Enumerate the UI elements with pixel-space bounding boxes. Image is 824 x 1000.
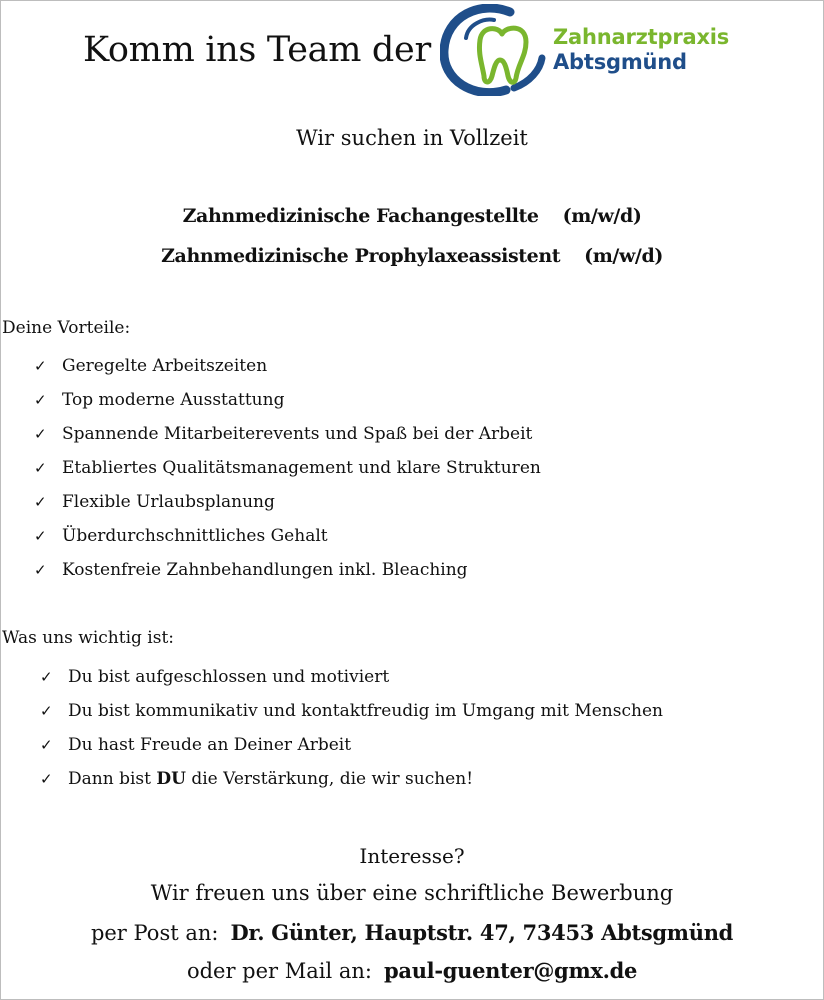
logo-line-practice: Zahnarztpraxis: [553, 25, 730, 49]
benefit-item: [34, 420, 541, 454]
benefit-item: [34, 488, 541, 522]
benefits-heading: Deine Vorteile:: [2, 318, 131, 338]
benefit-item: [34, 352, 541, 386]
position-gender-suffix: (m/w/d): [562, 205, 642, 227]
footer-mail-line: [0, 956, 824, 986]
header: [0, 0, 824, 110]
requirements-list: [40, 663, 663, 799]
position-title: [0, 243, 824, 269]
logo-line-town: Abtsgmünd: [553, 50, 687, 74]
requirements-heading: Was uns wichtig ist:: [2, 628, 175, 648]
benefit-item: [34, 386, 541, 420]
checkmark-icon: ✓: [34, 425, 47, 443]
benefits-list: [34, 352, 541, 590]
benefit-text: Geregelte Arbeitszeiten: [62, 356, 268, 376]
checkmark-icon: ✓: [40, 668, 53, 686]
footer-question: Interesse?: [359, 844, 465, 868]
mail-address[interactable]: paul-guenter@gmx.de: [384, 958, 638, 983]
requirement-text-emphasis: DU: [156, 769, 186, 789]
requirement-text: Du bist kommunikativ und kontaktfreudig im Umgang mit Menschen: [68, 701, 663, 721]
benefit-item: [34, 522, 541, 556]
benefit-text: Spannende Mitarbeiterevents und Spaß bei der Arbeit: [62, 424, 533, 444]
requirement-item: [40, 765, 663, 799]
subtitle: Wir suchen in Vollzeit: [296, 126, 528, 150]
checkmark-icon: ✓: [34, 561, 47, 579]
requirement-text-suffix: die Verstärkung, die wir suchen!: [185, 769, 474, 789]
checkmark-icon: ✓: [34, 357, 47, 375]
benefit-text: Flexible Urlaubsplanung: [62, 492, 275, 512]
requirement-item: [40, 697, 663, 731]
position-gender-suffix: (m/w/d): [584, 245, 663, 267]
checkmark-icon: ✓: [40, 702, 53, 720]
logo-text: [553, 25, 729, 75]
requirement-text-prefix: Dann bist: [68, 769, 157, 789]
benefit-text: Etabliertes Qualitätsmanagement und klare Strukturen: [62, 458, 541, 478]
checkmark-icon: ✓: [34, 527, 47, 545]
checkmark-icon: ✓: [34, 391, 47, 409]
mail-label: oder per Mail an:: [186, 959, 372, 983]
requirement-item: [40, 663, 663, 697]
practice-logo: [440, 4, 760, 96]
benefit-text: Top moderne Ausstattung: [62, 390, 285, 410]
tooth-logo-icon: [440, 4, 550, 96]
header-title: Komm ins Team der: [83, 30, 431, 70]
position-name: Zahnmedizinische Fachangestellte: [182, 205, 539, 227]
benefit-text: Kostenfreie Zahnbehandlungen inkl. Bleaching: [62, 560, 468, 580]
position-title: [0, 203, 824, 229]
requirement-text: Du bist aufgeschlossen und motiviert: [68, 667, 390, 687]
footer-post-line: [0, 918, 824, 948]
post-address: Dr. Günter, Hauptstr. 47, 73453 Abtsgmünd: [230, 920, 734, 945]
requirement-item: [40, 731, 663, 765]
benefit-item: [34, 454, 541, 488]
post-label: per Post an:: [90, 921, 219, 945]
footer-invite: Wir freuen uns über eine schriftliche Bewerbung: [150, 881, 674, 905]
checkmark-icon: ✓: [40, 736, 53, 754]
requirement-text: [68, 769, 473, 789]
position-name: Zahnmedizinische Prophylaxeassistent: [161, 245, 561, 267]
requirement-text: Du hast Freude an Deiner Arbeit: [68, 735, 352, 755]
benefit-text: Überdurchschnittliches Gehalt: [62, 526, 328, 546]
checkmark-icon: ✓: [40, 770, 53, 788]
checkmark-icon: ✓: [34, 493, 47, 511]
checkmark-icon: ✓: [34, 459, 47, 477]
benefit-item: [34, 556, 541, 590]
